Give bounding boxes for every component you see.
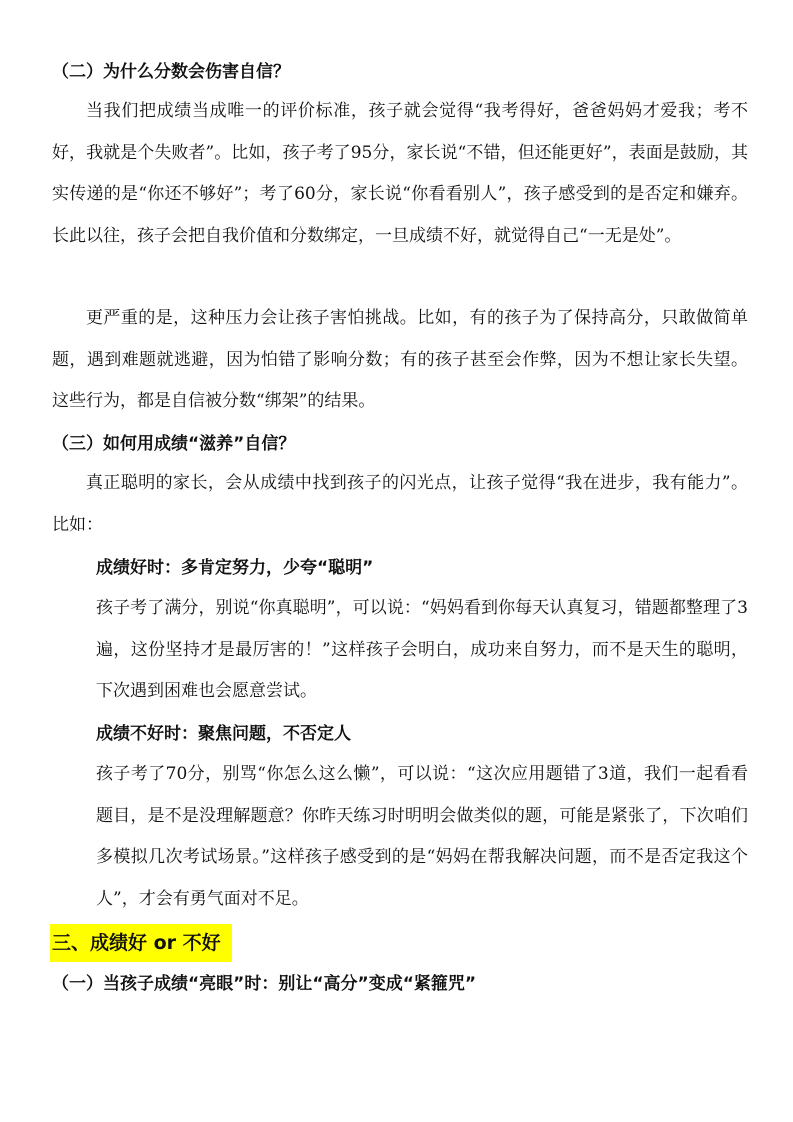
- paragraph: 真正聪明的家长，会从成绩中找到孩子的闪光点，让孩子觉得“我在进步，我有能力”。比如：: [52, 473, 748, 535]
- chapter-heading-highlighted: 三、成绩好 or 不好: [50, 924, 232, 962]
- paragraph: 孩子考了70分，别骂“你怎么这么懒”，可以说：“这次应用题错了3道，我们一起看看题目，是不是没理解题意？你昨天练习时明明会做类似的题，可能是紧张了，下次咱们多模拟几次考试场景。”这样孩子感受到的是“妈妈在帮我解决问题，而不是否定我这个人”，才会有勇气面对不足。: [96, 764, 748, 909]
- paragraph: 当我们把成绩当成唯一的评价标准，孩子就会觉得“我考得好，爸爸妈妈才爱我；考不好，我就是个失败者”。比如，孩子考了95分，家长说“不错，但还能更好”，表面是鼓励，其实传递的是“你还不够好”；考了60分，家长说“你看看别人”，孩子感受到的是否定和嫌弃。长此以往，孩子会把自我价值和分数绑定，一旦成绩不好，就觉得自己“一无是处”。: [52, 101, 748, 246]
- subheading-bad-grades: 成绩不好时：聚焦问题，不否定人: [96, 724, 351, 744]
- section-heading-why-scores-hurt: （二）为什么分数会伤害自信？: [52, 62, 290, 82]
- section-heading-good-grades-trap: （一）当孩子成绩“亮眼”时：别让“高分”变成“紧箍咒”: [52, 974, 477, 994]
- section-heading-nourish-confidence: （三）如何用成绩“滋养”自信？: [52, 434, 296, 454]
- paragraph: 孩子考了满分，别说“你真聪明”，可以说：“妈妈看到你每天认真复习，错题都整理了3遍，这份坚持才是最厉害的！”这样孩子会明白，成功来自努力，而不是天生的聪明，下次遇到困难也会愿意尝试。: [96, 598, 748, 701]
- subheading-good-grades: 成绩好时：多肯定努力，少夸“聪明”: [96, 558, 374, 578]
- paragraph: 更严重的是，这种压力会让孩子害怕挑战。比如，有的孩子为了保持高分，只敢做简单题，遇到难题就逃避，因为怕错了影响分数；有的孩子甚至会作弊，因为不想让家长失望。这些行为，都是自信被分数“绑架”的结果。: [52, 308, 748, 411]
